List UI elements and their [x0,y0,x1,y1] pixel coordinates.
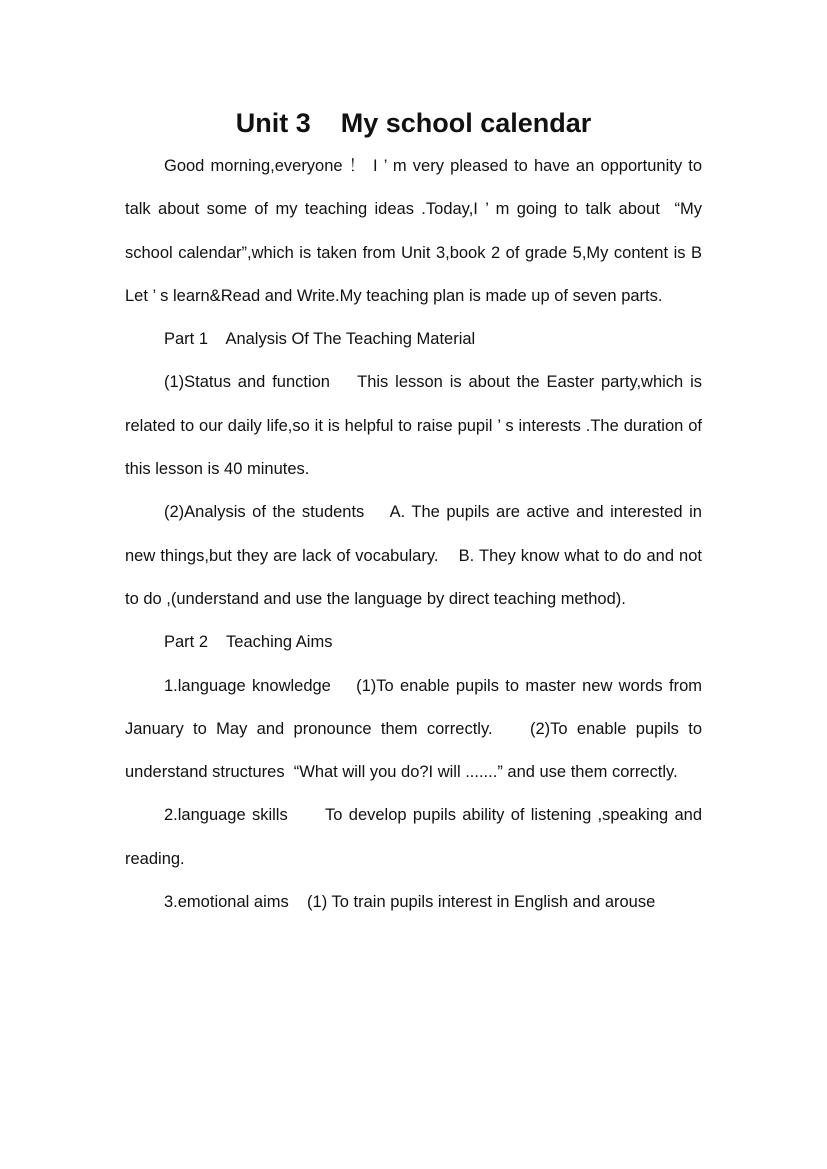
document-body [125,145,707,924]
paragraph-language-skills: 2.language skills To develop pupils ability of listening ,speaking and reading. [125,806,707,868]
document-title: Unit 3 My school calendar [235,108,592,138]
section-heading-part-1: Part 1 Analysis Of The Teaching Material [164,330,476,349]
section-heading-part-2: Part 2 Teaching Aims [164,633,333,652]
paragraph-introduction: Good morning,everyone ！ I ’ m very pleased to have an opportunity to talk about some of my teaching ideas .Today,I ’ m going to talk about “My school calendar”,which is taken from Unit 3,book 2 of grade 5,My content is B Let ’ s learn&Read and Write.My teaching plan is made up of seven parts. [125,157,707,305]
paragraph-emotional-aims: 3.emotional aims (1) To train pupils interest in English and arouse [164,893,656,912]
paragraph-analysis-students: (2)Analysis of the students A. The pupils are active and interested in new things,but they are lack of vocabulary. B. They know what to do and not to do ,(understand and use the language by direct teaching method). [125,503,707,608]
paragraph-status-function: (1)Status and function This lesson is about the Easter party,which is related to our daily life,so it is helpful to raise pupil ’ s interests .The duration of this lesson is 40 minutes. [125,373,707,479]
paragraph-language-knowledge: 1.language knowledge (1)To enable pupils to master new words from January to May and pronounce them correctly. (2)To enable pupils to understand structures “What will you do?I will .......” and use them correctly. [125,676,707,782]
